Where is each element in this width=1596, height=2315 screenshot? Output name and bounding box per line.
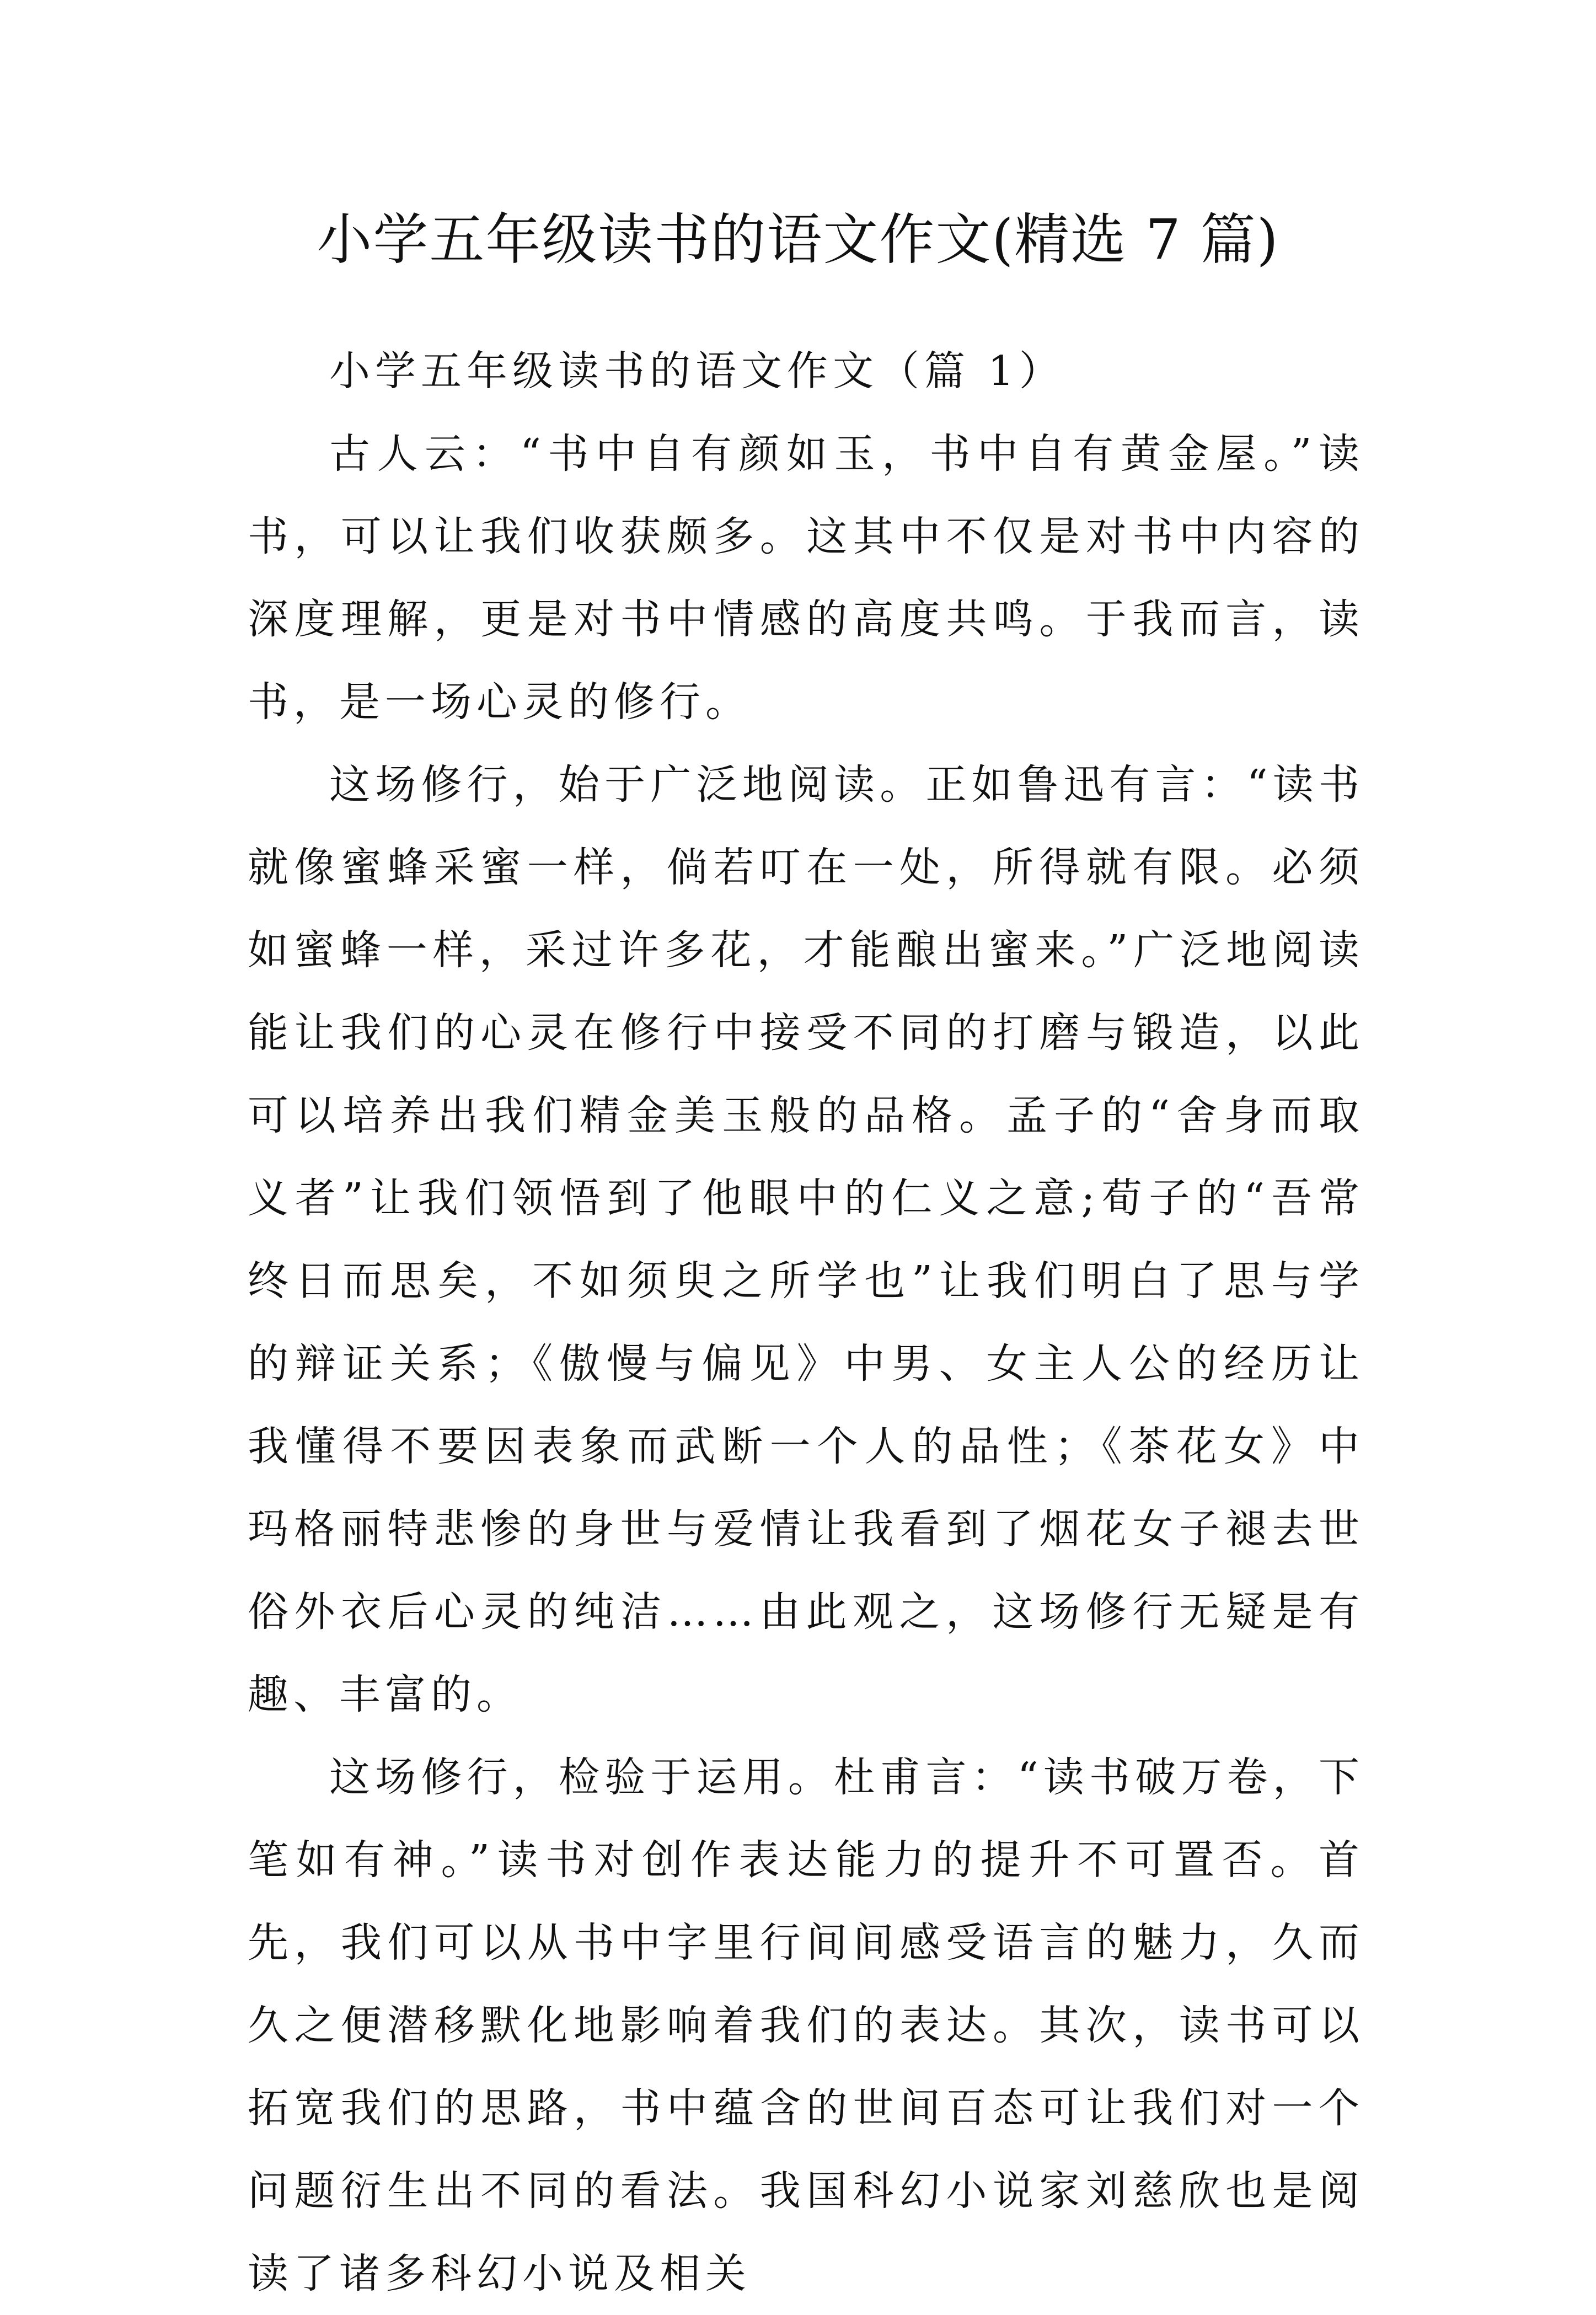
document-title: 小学五年级读书的语文作文(精选 7 篇) <box>317 207 1279 272</box>
section-heading: 小学五年级读书的语文作文（篇 1） <box>329 347 1065 395</box>
document-body <box>248 330 1364 2315</box>
paragraph-2: 这场修行，始于广泛地阅读。正如鲁迅有言：“读书就像蜜蜂采蜜一样，倘若叮在一处，所得就有限。必须如蜜蜂一样，采过许多花，才能酿出蜜来。”广泛地阅读能让我们的心灵在修行中接受不同的打磨与锻造，以此可以培养出我们精金美玉般的品格。孟子的“舍身而取义者”让我们领悟到了他眼中的仁义之意;荀子的“吾常终日而思矣，不如须臾之所学也”让我们明白了思与学的辩证关系；《傲慢与偏见》中男、女主人公的经历让我懂得不要因表象而武断一个人的品性；《茶花女》中玛格丽特悲惨的身世与爱情让我看到了烟花女子褪去世俗外衣后心灵的纯洁……由此观之，这场修行无疑是有趣、丰富的。 <box>248 761 1364 1718</box>
paragraph-1: 古人云：“书中自有颜如玉，书中自有黄金屋。”读书，可以让我们收获颇多。这其中不仅是对书中内容的深度理解，更是对书中情感的高度共鸣。于我而言，读书，是一场心灵的修行。 <box>248 430 1364 726</box>
paragraph-3: 这场修行，检验于运用。杜甫言：“读书破万卷，下笔如有神。”读书对创作表达能力的提升不可置否。首先，我们可以从书中字里行间间感受语言的魅力，久而久之便潜移默化地影响着我们的表达。其次，读书可以拓宽我们的思路，书中蕴含的世间百态可让我们对一个问题衍生出不同的看法。我国科幻小说家刘慈欣也是阅读了诸多科幻小说及相关 <box>248 1754 1364 2297</box>
